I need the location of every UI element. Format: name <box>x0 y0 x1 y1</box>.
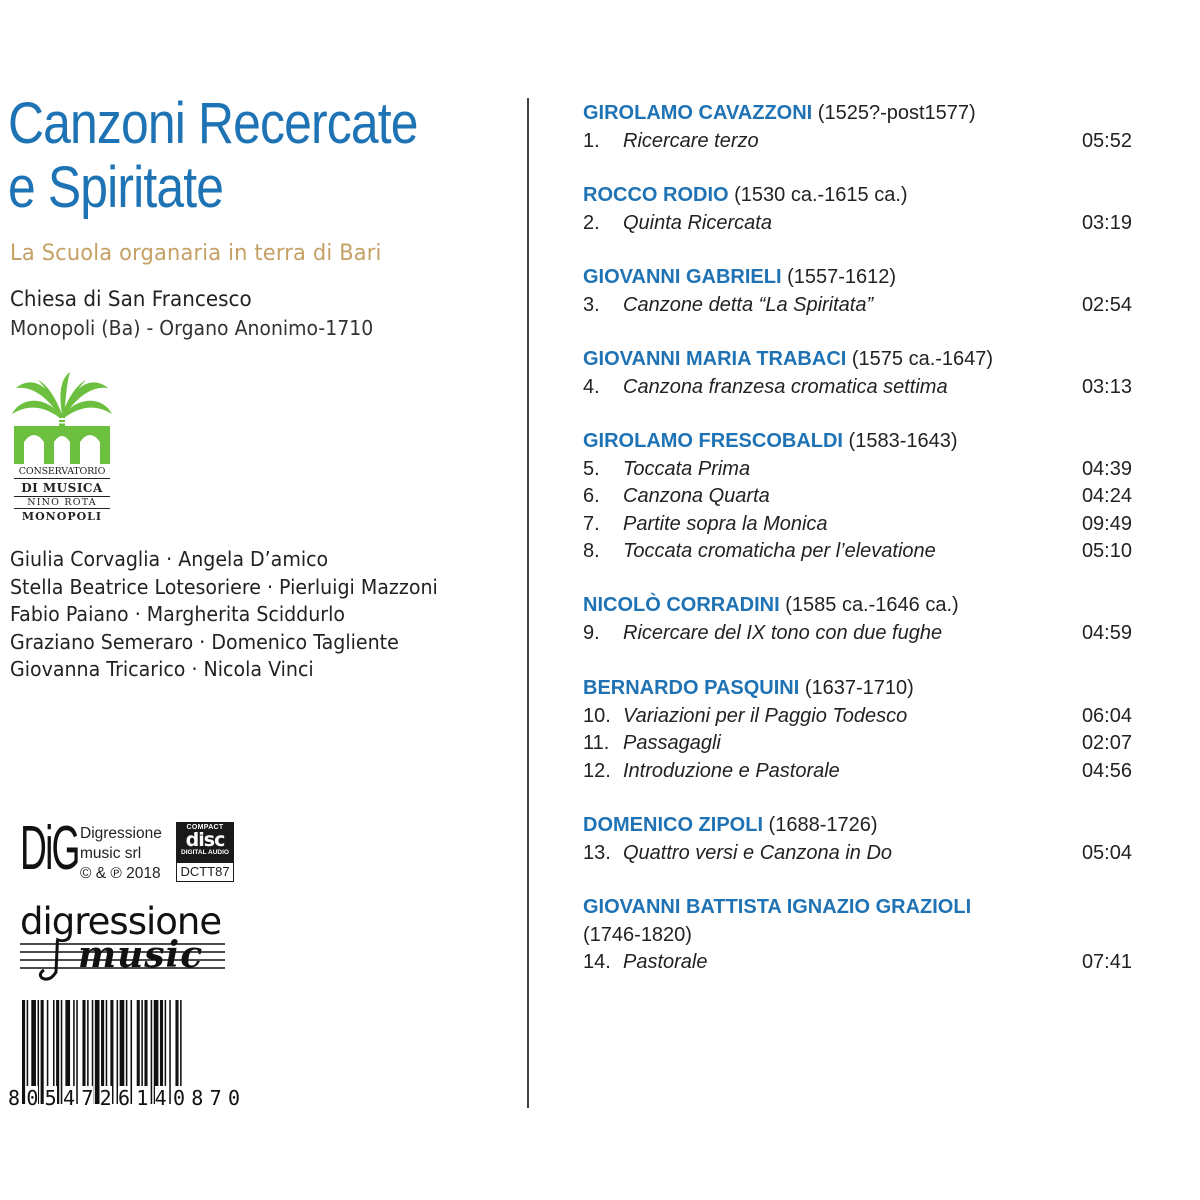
composer-dates-line <box>583 922 692 948</box>
barcode-digit: 7 <box>81 1086 94 1110</box>
album-title-line2: e Spiritate <box>8 155 224 220</box>
track-number: 14. <box>583 951 611 973</box>
track-duration: 02:07 <box>1081 732 1132 754</box>
composer-name: GIOVANNI GABRIELI <box>583 266 782 288</box>
track-title: Toccata cromaticha per l’elevatione <box>623 540 936 562</box>
track-duration: 07:41 <box>1081 951 1132 973</box>
track-duration: 04:59 <box>1081 621 1132 644</box>
barcode-number <box>8 1086 240 1110</box>
track-number: 6. <box>583 485 600 507</box>
barcode-digit: 0 <box>26 1086 39 1110</box>
album-subtitle: La Scuola organaria in terra di Bari <box>10 240 382 266</box>
track-title: Canzona Quarta <box>623 485 770 507</box>
venue-name: Chiesa di San Francesco <box>10 287 252 311</box>
performers-line: Giulia Corvaglia · Angela D’amico <box>10 547 329 571</box>
composer-heading <box>583 428 958 454</box>
dm-logo-music: music <box>78 934 204 976</box>
composer-heading <box>583 592 959 618</box>
composer-heading <box>583 675 914 701</box>
track-number: 2. <box>583 211 600 234</box>
digressione-music-logo <box>20 900 240 986</box>
album-title <box>8 92 438 220</box>
performers-line: Giovanna Tricarico · Nicola Vinci <box>10 657 314 681</box>
composer-dates: (1575 ca.-1647) <box>846 348 994 370</box>
composer-dates: (1688-1726) <box>763 814 878 836</box>
barcode-digit: 4 <box>62 1086 76 1110</box>
conservatorio-label <box>14 466 110 523</box>
album-title-line1: Canzoni Recercate <box>8 91 418 156</box>
track-number: 8. <box>583 540 600 562</box>
composer-heading <box>583 894 971 920</box>
composer-name: DOMENICO ZIPOLI <box>583 814 763 836</box>
composer-dates: (1525?-post1577) <box>812 102 976 124</box>
composer-name: GIOVANNI BATTISTA IGNAZIO GRAZIOLI <box>583 896 972 918</box>
track-duration: 03:13 <box>1081 375 1132 398</box>
barcode-digit: 4 <box>154 1086 167 1110</box>
track-number: 11. <box>583 732 610 754</box>
composer-heading <box>583 812 878 838</box>
compact-disc-icon <box>176 822 234 882</box>
track-title: Canzona franzesa cromatica settima <box>623 375 948 398</box>
track-duration: 04:24 <box>1081 485 1132 507</box>
track-number: 5. <box>583 457 600 480</box>
cd-digital-text: DIGITAL AUDIO <box>181 849 229 856</box>
track-title: Ricercare terzo <box>623 129 759 152</box>
label-copyright: © & ℗ 2018 <box>80 865 161 882</box>
composer-name: GIROLAMO CAVAZZONI <box>583 102 813 124</box>
barcode-digit: 8 <box>8 1086 21 1110</box>
cd-compact-text: COMPACT <box>186 824 224 831</box>
composer-name: ROCCO RODIO <box>583 184 729 206</box>
cd-disc-text: disc <box>185 829 225 851</box>
conservatorio-line1: CONSERVATORIO <box>14 466 110 479</box>
track-number: 9. <box>583 621 600 644</box>
barcode-digit: 7 <box>209 1086 222 1110</box>
track-duration: 04:56 <box>1081 759 1132 782</box>
barcode-digit: 8 <box>191 1086 204 1110</box>
performers-line: Fabio Paiano · Margherita Sciddurlo <box>10 602 345 626</box>
barcode-digit: 5 <box>44 1086 57 1110</box>
track-duration: 03:19 <box>1081 211 1132 234</box>
conservatorio-line3: NINO ROTA <box>14 496 110 509</box>
composer-dates: (1530 ca.-1615 ca.) <box>728 184 908 206</box>
composer-heading <box>583 264 896 290</box>
performers-line: Graziano Semeraro · Domenico Tagliente <box>10 629 399 654</box>
composer-dates: (1746-1820) <box>583 923 692 946</box>
barcode-digit: 1 <box>136 1086 149 1110</box>
barcode-digit: 0 <box>227 1086 240 1110</box>
composer-name: NICOLÒ CORRADINI <box>583 594 780 616</box>
barcode-digit: 6 <box>117 1086 131 1110</box>
composer-heading <box>583 346 993 372</box>
venue-details: Monopoli (Ba) - Organo Anonimo-1710 <box>10 316 374 340</box>
dig-logo: DiG <box>20 814 79 883</box>
barcode-digit: 0 <box>172 1086 185 1110</box>
track-duration: 05:52 <box>1081 129 1132 152</box>
conservatorio-line4: MONOPOLI <box>21 510 103 523</box>
track-title: Toccata Prima <box>623 457 751 480</box>
conservatorio-line2: DI MUSICA <box>21 481 103 495</box>
composer-dates: (1583-1643) <box>843 430 958 452</box>
track-title: Quattro versi e Canzona in Do <box>623 841 893 864</box>
label-info <box>80 824 162 884</box>
composer-name: BERNARDO PASQUINI <box>583 677 800 699</box>
track-duration: 05:04 <box>1081 841 1132 864</box>
track-title: Partite sopra la Monica <box>623 512 828 535</box>
composer-dates: (1637-1710) <box>799 677 914 699</box>
track-title: Pastorale <box>623 951 708 973</box>
composer-heading <box>583 100 976 126</box>
dm-logo-text: digressione <box>20 900 222 943</box>
label-company: music srl <box>80 845 142 862</box>
composer-heading <box>583 182 908 208</box>
track-duration: 04:39 <box>1081 457 1132 480</box>
track-duration: 02:54 <box>1081 293 1132 316</box>
track-title: Ricercare del IX tono con due fughe <box>623 621 943 644</box>
performers-list <box>10 546 460 684</box>
label-name: Digressione <box>80 825 162 842</box>
composer-name: GIOVANNI MARIA TRABACI <box>583 348 847 370</box>
barcode-digit: 2 <box>99 1086 112 1110</box>
track-duration: 05:10 <box>1081 540 1132 562</box>
track-number: 4. <box>583 375 600 398</box>
track-number: 10. <box>583 704 611 727</box>
composer-name: GIROLAMO FRESCOBALDI <box>583 430 843 452</box>
track-title: Passagagli <box>623 732 721 754</box>
track-number: 1. <box>583 129 600 152</box>
composer-dates: (1585 ca.-1646 ca.) <box>779 594 959 616</box>
track-title: Canzone detta “La Spiritata” <box>623 293 874 316</box>
track-title: Quinta Ricercata <box>623 211 772 234</box>
cd-logo-box <box>176 822 234 862</box>
performers-line: Stella Beatrice Lotesoriere · Pierluigi Mazzoni <box>10 574 438 599</box>
track-number: 12. <box>583 759 611 782</box>
track-number: 3. <box>583 293 600 316</box>
track-duration: 06:04 <box>1081 704 1132 727</box>
composer-dates: (1557-1612) <box>781 266 897 288</box>
track-duration: 09:49 <box>1081 512 1132 535</box>
column-divider <box>527 98 529 1108</box>
track-number: 7. <box>583 512 600 535</box>
track-title: Variazioni per il Paggio Todesco <box>623 704 908 727</box>
catalog-number: DCTT87 <box>176 862 234 882</box>
track-number: 13. <box>583 841 611 864</box>
track-title: Introduzione e Pastorale <box>623 759 840 782</box>
